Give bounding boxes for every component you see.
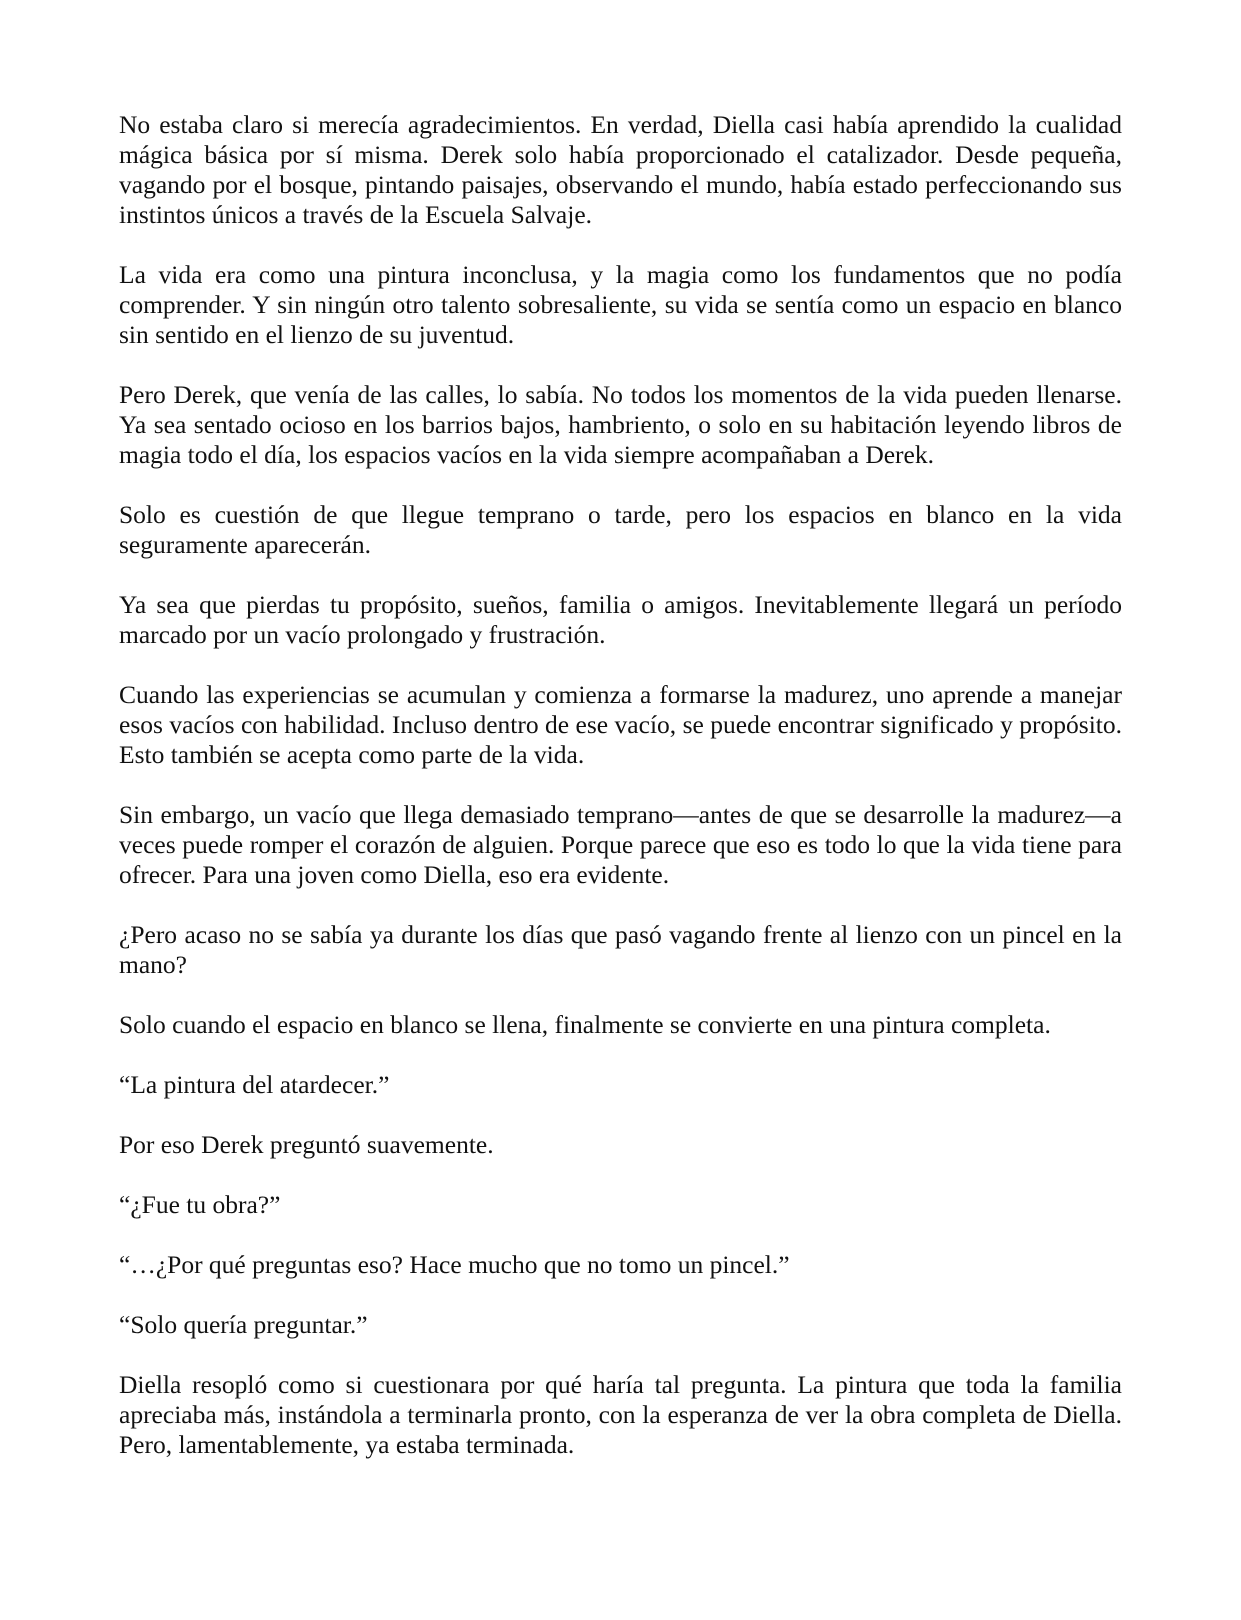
paragraph-4: Solo es cuestión de que llegue temprano o tarde, pero los espacios en blanco en la vida seguramente aparecerán. [119, 500, 1122, 559]
dialogue-line-4: “Solo quería preguntar.” [119, 1310, 368, 1339]
paragraph-3: Pero Derek, que venía de las calles, lo sabía. No todos los momentos de la vida pueden llenarse. Ya sea sentado ocioso en los barrios bajos, hambriento, o solo en su habitación leyendo libros de magia todo el día, los espacios vacíos en la vida siempre acompañaban a Derek. [119, 380, 1122, 469]
paragraph-15: Diella resopló como si cuestionara por qué haría tal pregunta. La pintura que toda la familia apreciaba más, instándola a terminarla pronto, con la esperanza de ver la obra completa de Diella. Pero, lamentablemente, ya estaba terminada. [119, 1370, 1122, 1459]
paragraph-9: Solo cuando el espacio en blanco se llena, finalmente se convierte en una pintura completa. [119, 1010, 1051, 1039]
paragraph-1: No estaba claro si merecía agradecimientos. En verdad, Diella casi había aprendido la cualidad mágica básica por sí misma. Derek solo había proporcionado el catalizador. Desde pequeña, vagando por el bosque, pintando paisajes, observando el mundo, había estado perfeccionando sus instintos únicos a través de la Escuela Salvaje. [119, 110, 1122, 229]
dialogue-line-2: “¿Fue tu obra?” [119, 1190, 281, 1219]
paragraph-5: Ya sea que pierdas tu propósito, sueños, familia o amigos. Inevitablemente llegará un período marcado por un vacío prolongado y frustración. [119, 590, 1122, 649]
paragraph-6: Cuando las experiencias se acumulan y comienza a formarse la madurez, uno aprende a manejar esos vacíos con habilidad. Incluso dentro de ese vacío, se puede encontrar significado y propósito. Esto también se acepta como parte de la vida. [119, 680, 1122, 769]
paragraph-11: Por eso Derek preguntó suavemente. [119, 1130, 494, 1159]
document-body [119, 110, 1122, 1460]
dialogue-line-1: “La pintura del atardecer.” [119, 1070, 390, 1099]
paragraph-8: ¿Pero acaso no se sabía ya durante los días que pasó vagando frente al lienzo con un pincel en la mano? [119, 920, 1122, 979]
paragraph-7: Sin embargo, un vacío que llega demasiado temprano—antes de que se desarrolle la madurez—a veces puede romper el corazón de alguien. Porque parece que eso es todo lo que la vida tiene para ofrecer. Para una joven como Diella, eso era evidente. [119, 800, 1122, 889]
paragraph-2: La vida era como una pintura inconclusa, y la magia como los fundamentos que no podía comprender. Y sin ningún otro talento sobresaliente, su vida se sentía como un espacio en blanco sin sentido en el lienzo de su juventud. [119, 260, 1122, 349]
dialogue-line-3: “…¿Por qué preguntas eso? Hace mucho que no tomo un pincel.” [119, 1250, 790, 1279]
